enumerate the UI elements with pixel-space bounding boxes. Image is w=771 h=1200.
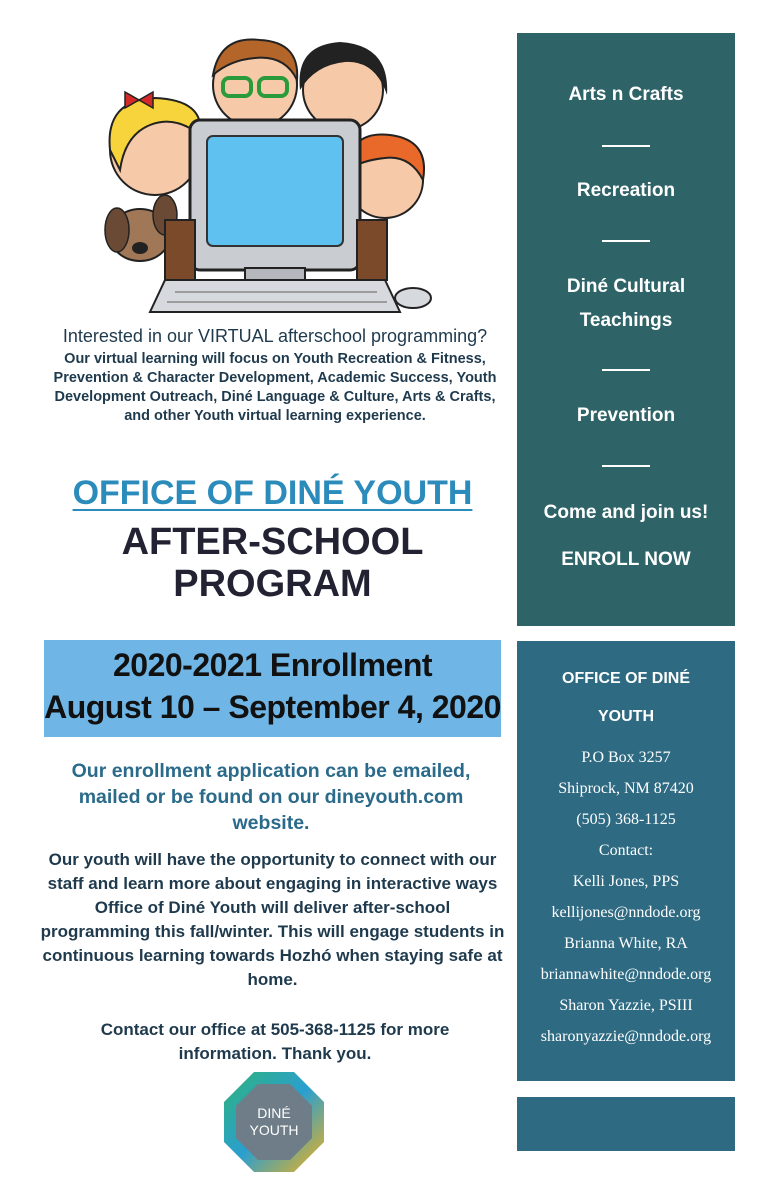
address-title <box>517 660 735 736</box>
join-us-text: Come and join us! <box>543 502 709 523</box>
contact-name: Sharon Yazzie, PSIII <box>559 997 693 1014</box>
intro-headline: Interested in our VIRTUAL afterschool programming? <box>62 326 488 346</box>
footer-panel <box>517 1097 735 1151</box>
office-title: OFFICE OF DINÉ YOUTH <box>72 474 473 512</box>
logo-line2: YOUTH <box>249 1122 299 1138</box>
contact-name: Brianna White, RA <box>564 935 688 952</box>
youth-opportunity-text: Our youth will have the opportunity to connect with our staff and learn more about engaging in interactive ways Office of Diné Youth will deliver after-school programming this fall/winter. This will engage students in continuous learning towards Hozhó when staying safe at home. <box>40 850 505 989</box>
divider <box>602 240 650 242</box>
logo-line1: DINÉ <box>257 1105 291 1121</box>
kids-computer-illustration <box>95 30 455 320</box>
application-text: Our enrollment application can be emailed, mailed or be found on our dineyouth.com website. <box>71 760 471 834</box>
contact-office-text: Contact our office at 505-368-1125 for more information. Thank you. <box>100 1020 450 1063</box>
program-title <box>40 521 505 605</box>
address-lines <box>517 742 735 1052</box>
activity-prevention: Prevention <box>576 405 676 426</box>
program-title-line1: AFTER-SCHOOL <box>121 521 424 563</box>
city-state: Shiprock, NM 87420 <box>558 780 694 797</box>
dine-youth-logo <box>222 1070 326 1174</box>
divider <box>602 465 650 467</box>
divider <box>602 369 650 371</box>
activity-recreation: Recreation <box>576 180 676 201</box>
intro-body: Our virtual learning will focus on Youth Recreation & Fitness, Prevention & Character Development, Academic Success, Youth Development Outreach, Diné Language & Culture, Arts & Crafts, and other Youth virtual learning experience. <box>53 351 497 424</box>
contact-email: briannawhite@nndode.org <box>540 966 712 983</box>
enroll-now-text: ENROLL NOW <box>561 549 691 570</box>
address-title-line2: YOUTH <box>598 708 654 725</box>
contact-email: sharonyazzie@nndode.org <box>540 1028 712 1045</box>
program-title-line2: PROGRAM <box>173 563 372 605</box>
enrollment-text <box>44 644 501 728</box>
contact-email: kellijones@nndode.org <box>551 904 701 921</box>
address-title-line1: OFFICE OF DINÉ <box>562 670 690 687</box>
contact-name: Kelli Jones, PPS <box>572 873 680 890</box>
divider <box>602 145 650 147</box>
enrollment-dates: August 10 – September 4, 2020 <box>44 689 501 725</box>
phone: (505) 368-1125 <box>576 811 676 828</box>
enrollment-year: 2020-2021 Enrollment <box>112 647 433 683</box>
po-box: P.O Box 3257 <box>581 749 671 766</box>
activity-arts: Arts n Crafts <box>568 84 684 105</box>
activity-teachings: Teachings <box>579 310 673 331</box>
activity-cultural: Diné Cultural <box>566 276 686 297</box>
contact-label: Contact: <box>598 842 654 859</box>
